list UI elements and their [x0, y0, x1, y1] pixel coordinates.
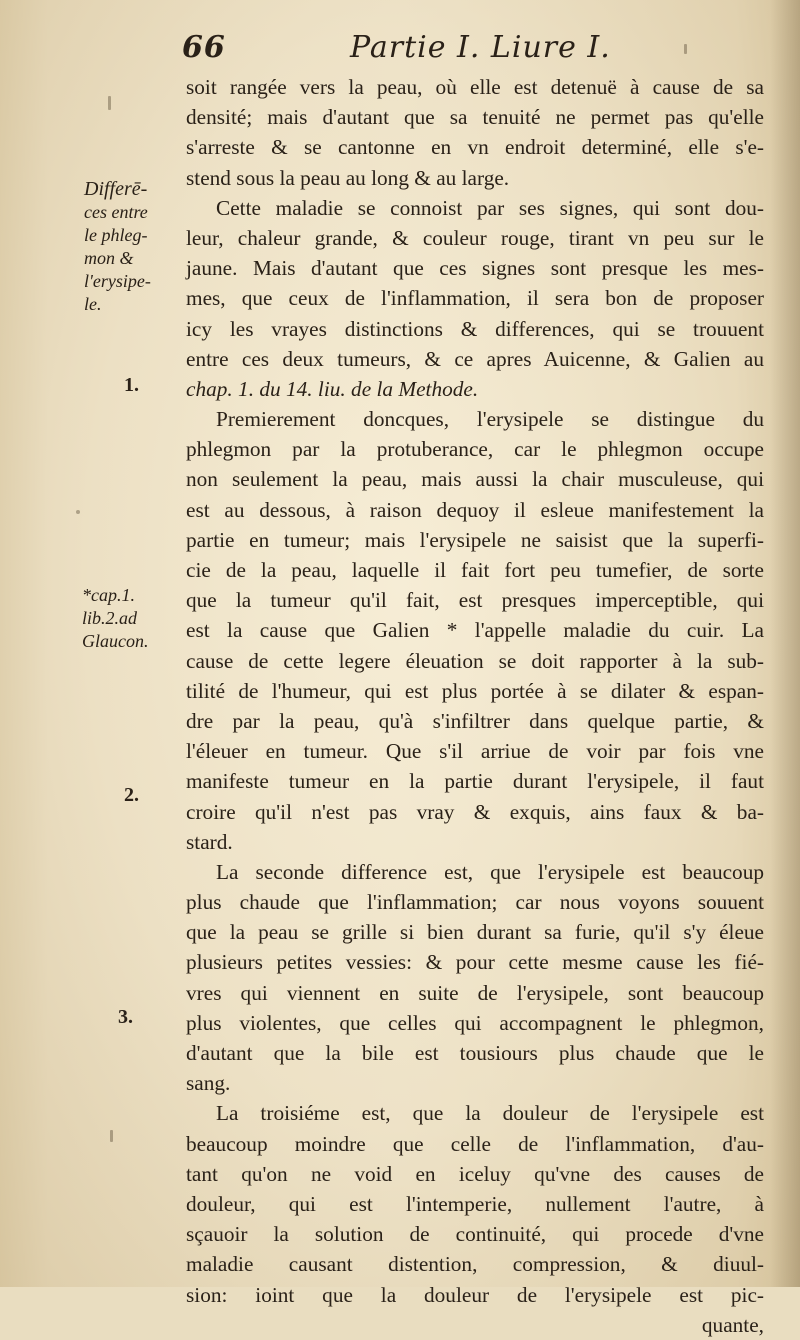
text-line: mes, que ceux de l'inflammation, il sera bon de proposer: [186, 286, 764, 311]
margin-note-reference: [82, 584, 149, 653]
margin-note-line: ces entre: [84, 202, 148, 222]
text-line: que la tumeur qu'il fait, est presques imperceptible, qui: [186, 588, 764, 613]
text-line: que la peau se grille si bien durant sa furie, qu'il s'y éleue: [186, 920, 764, 945]
margin-note-line: lib.2.ad: [82, 608, 138, 628]
catchword: quante,: [701, 1312, 764, 1337]
ink-mark-decoration: [108, 96, 111, 110]
text-line: stard.: [186, 829, 233, 854]
text-line: l'éleuer en tumeur. Que s'il arriue de voir par fois vne: [186, 739, 764, 764]
ink-mark-decoration: [76, 510, 80, 514]
text-line: douleur, qui est l'intemperie, nullement l'autre, à: [186, 1191, 764, 1216]
ink-mark-decoration: [110, 1130, 113, 1142]
body-text: [186, 72, 764, 1340]
text-line: dre par la peau, qu'à s'infiltrer dans quelque partie, &: [186, 708, 764, 733]
text-line: plusieurs petites vessies: & pour cette mesme cause les fié-: [186, 950, 764, 975]
section-numeral-3: 3.: [118, 1006, 133, 1028]
text-line: leur, chaleur grande, & couleur rouge, tirant vn peu sur le: [186, 225, 764, 250]
text-line: stend sous la peau au long & au large.: [186, 165, 510, 190]
text-line: beaucoup moindre que celle de l'inflammation, d'au-: [186, 1131, 764, 1156]
text-line: croire qu'il n'est pas vray & exquis, ains faux & ba-: [186, 799, 764, 824]
text-line: s'arreste & se cantonne en vn endroit determiné, elle s'e-: [186, 135, 764, 160]
text-line: plus chaude que l'inflammation; car nous voyons souuent: [186, 890, 764, 915]
text-line: soit rangée vers la peau, où elle est detenuë à cause de sa: [186, 75, 764, 99]
text-line: sion: ioint que la douleur de l'erysipele est pic-: [186, 1282, 764, 1307]
text-line: jaune. Mais d'autant que ces signes sont presque les mes-: [186, 256, 764, 281]
text-line: cie de la peau, laquelle il fait fort peu tumefier, de sorte: [186, 558, 764, 582]
margin-note-line: l'erysipe-: [84, 271, 151, 291]
margin-note-line: Differē-: [84, 178, 148, 200]
margin-note-line: mon &: [84, 248, 134, 268]
section-numeral-2: 2.: [124, 784, 139, 806]
margin-note-line: le phleg-: [84, 225, 148, 245]
text-line: La seconde difference est, que l'erysipele est beaucoup: [216, 859, 764, 884]
text-line: Premierement doncques, l'erysipele se distingue du: [216, 407, 764, 432]
text-line: entre ces deux tumeurs, & ce apres Auicenne, & Galien au: [186, 346, 764, 371]
text-line: chap. 1. du 14. liu. de la Methode.: [186, 376, 479, 401]
text-line: tilité de l'humeur, qui est plus portée à se dilater & espan-: [186, 678, 764, 703]
margin-note-differences: [84, 178, 151, 316]
text-line: phlegmon par la protuberance, car le phlegmon occupe: [186, 437, 764, 462]
section-numeral-1: 1.: [124, 374, 139, 396]
text-line: maladie causant distention, compression, & diuul-: [186, 1252, 764, 1277]
text-line: est la cause que Galien * l'appelle maladie du cuir. La: [186, 618, 764, 643]
page-number: 66: [182, 30, 226, 65]
running-title: Partie I. Liure I.: [350, 30, 611, 65]
text-line: sang.: [186, 1071, 231, 1096]
text-line: vres qui viennent en suite de l'erysipele, sont beaucoup: [186, 980, 764, 1005]
text-line: tant qu'on ne void en iceluy qu'vne des causes de: [186, 1161, 764, 1186]
running-head: [160, 30, 680, 74]
text-line: est au dessous, à raison dequoy il esleue manifestement la: [186, 497, 764, 522]
text-line: cause de cette legere éleuation se doit rapporter à la sub-: [186, 648, 764, 673]
text-line: sçauoir la solution de continuité, qui procede d'vne: [186, 1222, 764, 1247]
text-line: partie en tumeur; mais l'erysipele ne saisist que la superfi-: [186, 527, 764, 552]
ink-mark-decoration: [684, 44, 687, 54]
text-line: Cette maladie se connoist par ses signes, qui sont dou-: [216, 195, 764, 220]
margin-note-line: Glaucon.: [82, 631, 149, 651]
text-line: plus violentes, que celles qui accompagnent le phlegmon,: [186, 1010, 764, 1035]
text-line: manifeste tumeur en la partie durant l'erysipele, il faut: [186, 769, 764, 794]
text-line: icy les vrayes distinctions & differences, qui se trouuent: [186, 316, 764, 341]
margin-note-line: *cap.1.: [82, 585, 135, 605]
text-line: densité; mais d'autant que sa tenuité ne permet pas qu'elle: [186, 105, 764, 130]
text-line: La troisiéme est, que la douleur de l'erysipele est: [216, 1101, 764, 1126]
margin-note-line: le.: [84, 294, 102, 314]
text-line: d'autant que la bile est tousiours plus chaude que le: [186, 1041, 764, 1065]
text-line: non seulement la peau, mais aussi la chair musculeuse, qui: [186, 467, 764, 492]
